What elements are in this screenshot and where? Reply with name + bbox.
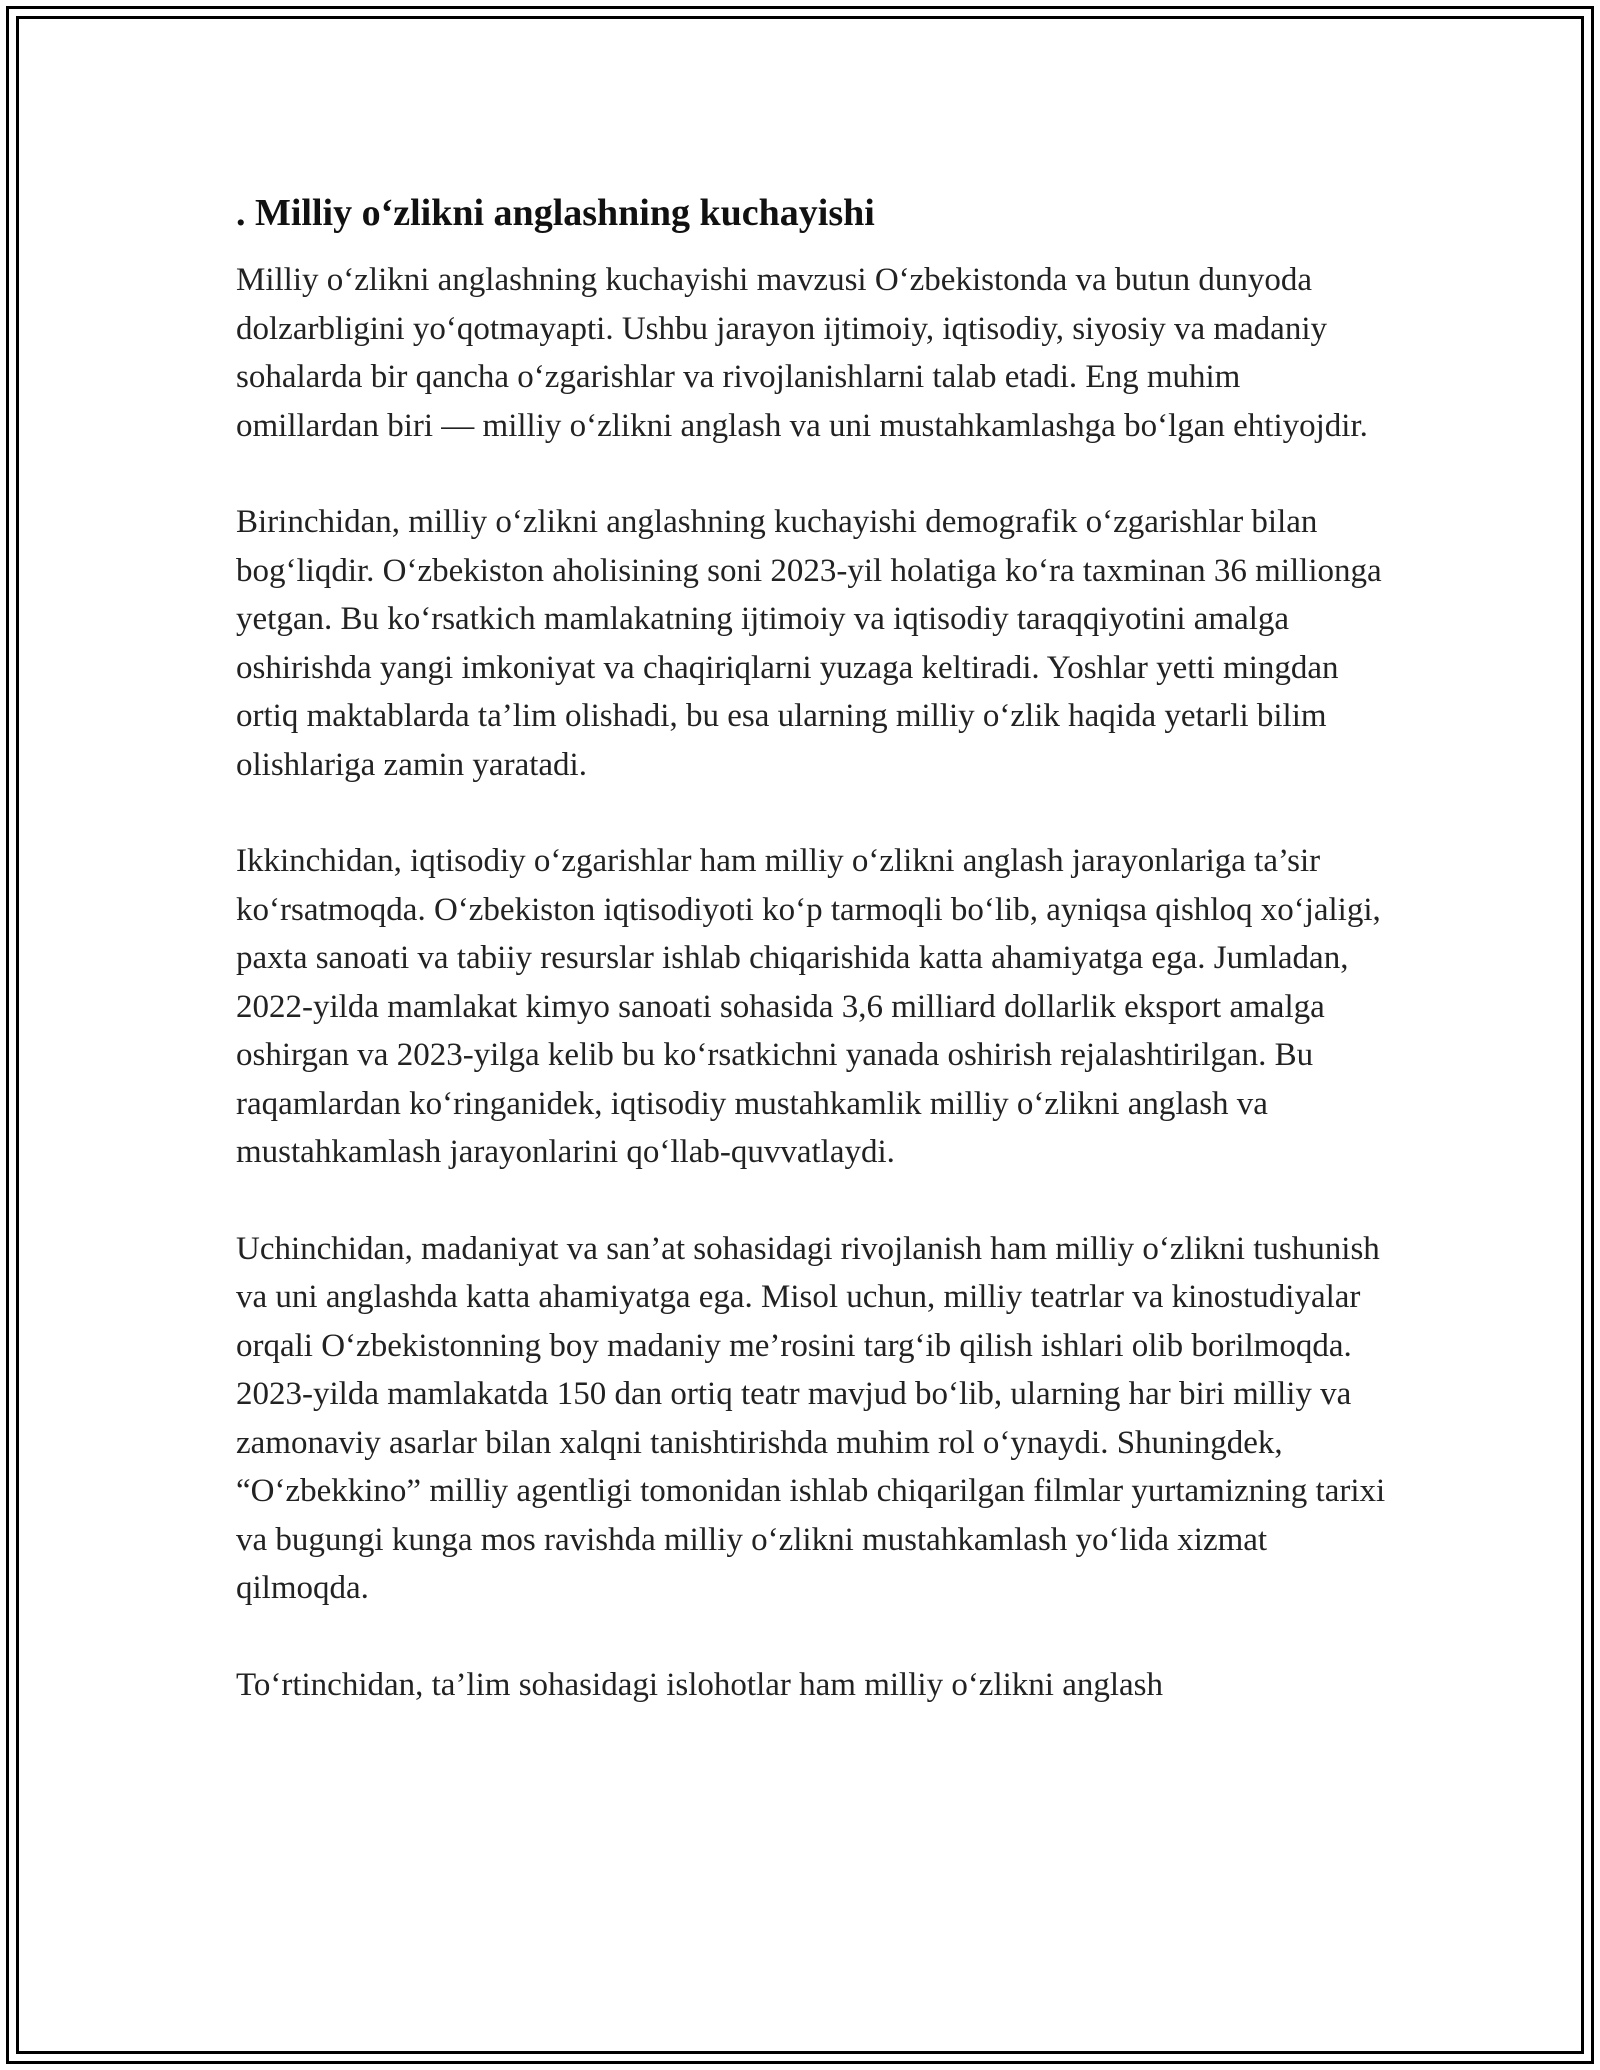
section-heading: . Milliy o‘zlikni anglashning kuchayishi [236, 192, 875, 234]
paragraph-second-point: Ikkinchidan, iqtisodiy o‘zgarishlar ham milliy o‘zlikni anglash jarayonlariga ta’sir ko‘rsatmoqda. O‘zbekiston iqtisodiyoti ko‘p tarmoqli bo‘lib, ayniqsa qishloq xo‘jaligi, paxta sanoati va tabiiy resurslar ishlab chiqarishida katta ahamiyatga ega. Jumladan, 2022-yilda mamlakat kimyo sanoati sohasida 3,6 milliard dollarlik eksport amalga oshirgan va 2023-yilga kelib bu ko‘rsatkichni yanada oshirish rejalashtirilgan. Bu raqamlardan ko‘ringanidek, iqtisodiy mustahkamlik milliy o‘zlikni anglash va mustahkamlash jarayonlarini qo‘llab-quvvatlaydi. [236, 843, 1381, 1170]
paragraph-intro: Milliy o‘zlikni anglashning kuchayishi mavzusi O‘zbekistonda va butun dunyoda dolzarbligini yo‘qotmayapti. Ushbu jarayon ijtimoiy, iqtisodiy, siyosiy va madaniy sohalarda bir qancha o‘zgarishlar va rivojlanishlarni talab etadi. Eng muhim omillardan biri — milliy o‘zlikni anglash va uni mustahkamlashga bo‘lgan ehtiyojdir. [236, 262, 1368, 444]
paragraph-fourth-point: To‘rtinchidan, ta’lim sohasidagi islohotlar ham milliy o‘zlikni anglash [236, 1666, 1164, 1703]
document-body [236, 188, 1386, 1709]
paragraph-first-point: Birinchidan, milliy o‘zlikni anglashning kuchayishi demografik o‘zgarishlar bilan bog‘liqdir. O‘zbekiston aholisining soni 2023-yil holatiga ko‘ra taxminan 36 millionga yetgan. Bu ko‘rsatkich mamlakatning ijtimoiy va iqtisodiy taraqqiyotini amalga oshirishda yangi imkoniyat va chaqiriqlarni yuzaga keltiradi. Yoshlar yetti mingdan ortiq maktablarda ta’lim olishadi, bu esa ularning milliy o‘zlik haqida yetarli bilim olishlariga zamin yaratadi. [236, 504, 1382, 783]
paragraph-third-point: Uchinchidan, madaniyat va san’at sohasidagi rivojlanish ham milliy o‘zlikni tushunish va uni anglashda katta ahamiyatga ega. Misol uchun, milliy teatrlar va kinostudiyalar orqali O‘zbekistonning boy madaniy me’rosini targ‘ib qilish ishlari olib borilmoqda. 2023-yilda mamlakatda 150 dan ortiq teatr mavjud bo‘lib, ularning har biri milliy va zamonaviy asarlar bilan xalqni tanishtirishda muhim rol o‘ynaydi. Shuningdek, “O‘zbekkino” milliy agentligi tomonidan ishlab chiqarilgan filmlar yurtamizning tarixi va bugungi kunga mos ravishda milliy o‘zlikni mustahkamlash yo‘lida xizmat qilmoqda. [236, 1230, 1386, 1606]
